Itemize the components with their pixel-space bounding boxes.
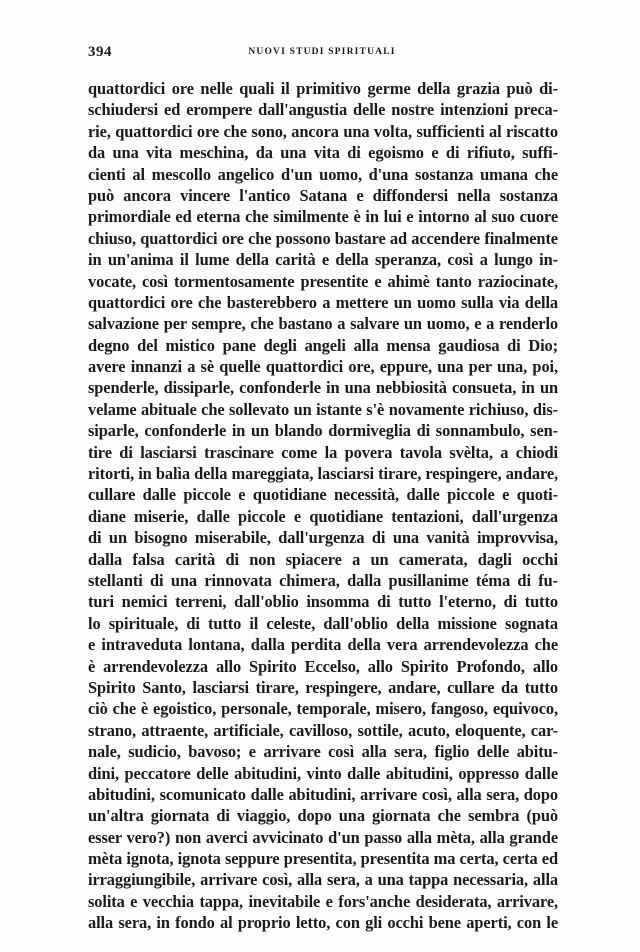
text-line: ciò che è egoistico, personale, temporale, misero, fangoso, equivoco,: [88, 699, 558, 719]
text-line: siparle, confonderle in un blando dormiveglia di sonnambulo, sen-: [88, 421, 558, 441]
text-line: può ancora vincere l'antico Satana e diffondersi nella sostanza: [88, 185, 558, 205]
text-line: un'altra giornata di viaggio, dopo una giornata che sembra (può: [88, 806, 558, 826]
running-head: [88, 44, 556, 64]
text-line: vocate, così tormentosamente presentite e ahimè tanto raziocinate,: [88, 271, 558, 291]
text-line: quattordici ore nelle quali il primitivo germe della grazia può di-: [88, 79, 558, 98]
text-line: dalla falsa carità di non spiacere a un camerata, dagli occhi: [88, 549, 558, 569]
text-line: nale, sudicio, bavoso; e arrivare così alla sera, figlio delle abitu-: [88, 742, 558, 762]
text-line: degno del mistico pane degli angeli alla mensa gaudiosa di Dio;: [88, 335, 558, 355]
text-line: mèta ignota, ignota seppure presentita, presentita ma certa, certa ed: [88, 849, 558, 869]
text-line: lo spirituale, di tutto il celeste, dall'oblio della missione sognata: [88, 613, 558, 633]
running-title: NUOVI STUDI SPIRITUALI: [248, 47, 396, 57]
text-line: velame abituale che sollevato un istante s'è novamente richiuso, dis-: [88, 399, 558, 419]
text-line: alla sera, in fondo al proprio letto, con gli occhi bene aperti, con le: [88, 913, 558, 933]
text-line: chiuso, quattordici ore che possono bastare ad accendere finalmente: [88, 228, 558, 248]
text-line: spenderle, dissiparle, confonderle in una nebbiosità consueta, in un: [88, 378, 558, 398]
text-line: in un'anima il lume della carità e della speranza, così a lungo in-: [88, 250, 558, 270]
text-line: ritorti, in balìa della mareggiata, lasciarsi tirare, respingere, andare,: [88, 464, 558, 484]
text-line: solita e vecchia tappa, inevitabile e fors'anche desiderata, arrivare,: [88, 891, 558, 911]
text-line: abitudini, scomunicato dalle abitudini, arrivare così, alla sera, dopo: [88, 784, 558, 804]
text-line: quattordici ore che basterebbero a mettere un uomo sulla via della: [88, 292, 558, 312]
text-line: è arrendevolezza allo Spirito Eccelso, allo Spirito Profondo, allo: [88, 656, 558, 676]
text-line: esser vero?) non averci avvicinato d'un passo alla mèta, alla grande: [88, 827, 558, 847]
text-line: diane miserie, dalle piccole e quotidiane tentazioni, dall'urgenza: [88, 506, 558, 526]
text-line: dini, peccatore delle abitudini, vinto dalle abitudini, oppresso dalle: [88, 763, 558, 783]
text-line: cullare dalle piccole e quotidiane necessità, dalle piccole e quoti-: [88, 485, 558, 505]
text-line: e intraveduta lontana, dalla perdita della vera arrendevolezza che: [88, 635, 558, 655]
text-line: stellanti di una rinnovata chimera, dalla pusillanime téma di fu-: [88, 570, 558, 590]
text-line: primordiale ed eterna che similmente è in lui e intorno al suo cuore: [88, 207, 558, 227]
page-number: 394: [88, 44, 112, 60]
text-line: salvazione per sempre, che bastano a salvare un uomo, e a renderlo: [88, 314, 558, 334]
text-line: rie, quattordici ore che sono, ancora una volta, sufficienti al riscatto: [88, 121, 558, 141]
text-line: Spirito Santo, lasciarsi tirare, respingere, andare, cullare da tutto: [88, 677, 558, 697]
text-line: tire di lasciarsi trascinare come la povera tavola svèlta, a chiodi: [88, 442, 558, 462]
text-line: avere innanzi a sè quelle quattordici ore, eppure, una per una, poi,: [88, 357, 558, 377]
text-line: strano, attraente, artificiale, cavilloso, sottile, acuto, eloquente, car-: [88, 720, 558, 740]
text-line: di un bisogno miserabile, dall'urgenza di una vanità improvvisa,: [88, 528, 558, 548]
text-line: turi nemici terreni, dall'oblio insomma di tutto l'eterno, di tutto: [88, 592, 558, 612]
text-line: da una vita meschina, da una vita di egoismo e di rifiuto, suffi-: [88, 143, 558, 163]
text-line: schiudersi ed erompere dall'angustia delle nostre intenzioni preca-: [88, 100, 558, 120]
text-line: irraggiungibile, arrivare così, alla sera, a una tappa necessaria, alla: [88, 870, 558, 890]
body-text: [88, 78, 558, 934]
text-line: cienti al mescollo angelico d'un uomo, d'una sostanza umana che: [88, 164, 558, 184]
